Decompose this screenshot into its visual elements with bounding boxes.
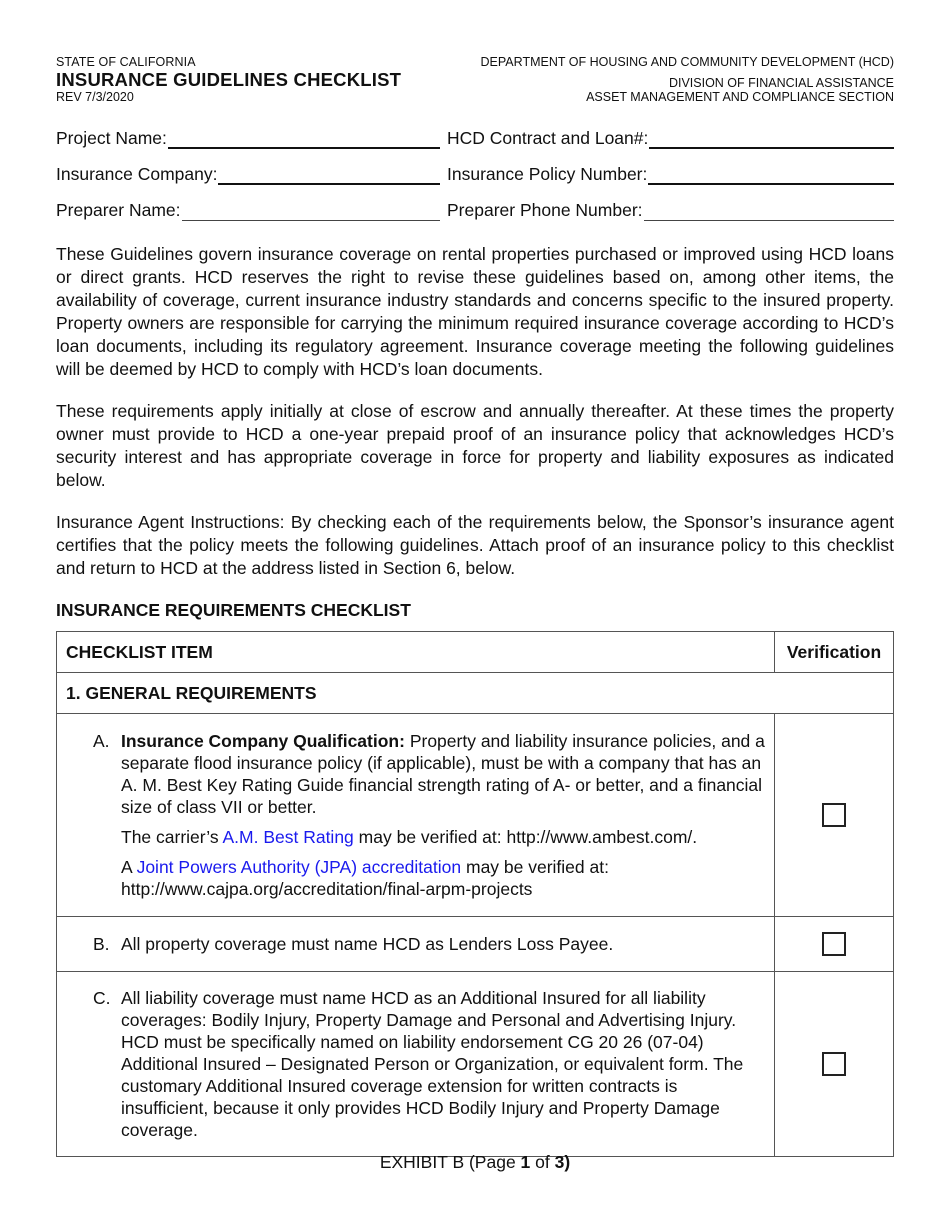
verification-checkbox-a[interactable] [822, 803, 846, 827]
item-letter: A. [93, 731, 110, 751]
checklist-title: INSURANCE REQUIREMENTS CHECKLIST [56, 600, 411, 620]
section-heading-general: 1. GENERAL REQUIREMENTS [57, 673, 894, 714]
insurance-company-input[interactable] [218, 164, 440, 185]
project-name-label: Project Name: [56, 128, 167, 148]
table-header-row [57, 632, 894, 673]
preparer-name-input[interactable] [182, 201, 441, 221]
ambest-note-suffix: may be verified at: http://www.ambest.com/. [353, 827, 698, 847]
contract-loan-label: HCD Contract and Loan#: [447, 128, 649, 148]
document-title: INSURANCE GUIDELINES CHECKLIST [56, 69, 402, 90]
ambest-rating-link[interactable]: A.M. Best Rating [222, 827, 354, 847]
section-row [57, 673, 894, 714]
footer-of: of [530, 1152, 555, 1172]
department-name: DEPARTMENT OF HOUSING AND COMMUNITY DEVELOPMENT (HCD) [480, 55, 894, 69]
policy-number-label: Insurance Policy Number: [447, 164, 648, 184]
item-text: All property coverage must name HCD as Lenders Loss Payee. [121, 934, 614, 954]
insurance-company-label: Insurance Company: [56, 164, 218, 184]
state-label: STATE OF CALIFORNIA [56, 55, 196, 69]
verification-checkbox-b[interactable] [822, 932, 846, 956]
header-right [481, 55, 894, 104]
jpa-note-suffix: may be verified at: http://www.cajpa.org/accreditation/final-arpm-projects [121, 857, 609, 899]
item-text: Property and liability insurance policies, and a separate flood insurance policy (if applicable), must be with a company that has an A. M. Best Key Rating Guide financial strength rating of A- or better, and a financial size of class VII or better. [121, 731, 765, 817]
project-name-field[interactable] [56, 127, 440, 149]
table-row [57, 917, 894, 972]
footer-suffix: ) [564, 1152, 571, 1172]
field-row-1 [56, 127, 894, 163]
checklist-item-a [57, 714, 775, 917]
jpa-note [121, 856, 766, 900]
verification-cell-c [775, 972, 894, 1157]
preparer-name-field[interactable] [56, 199, 440, 221]
item-letter: C. [93, 988, 111, 1008]
intro-paragraph: These Guidelines govern insurance coverage on rental properties purchased or improved using HCD loans or direct grants. HCD reserves the right to revise these guidelines based on, among other items, the availability of coverage, current insurance industry standards and concerns specific to the insured property. Property owners are responsible for carrying the minimum required insurance coverage according to HCD’s loan documents, including its regulatory agreement. Insurance coverage meeting the following guidelines will be deemed by HCD to comply with HCD’s loan documents. [56, 244, 894, 379]
footer-prefix: EXHIBIT B (Page [379, 1152, 521, 1172]
project-name-input[interactable] [168, 128, 440, 149]
column-header-item: CHECKLIST ITEM [57, 632, 775, 673]
item-letter: B. [93, 934, 110, 954]
jpa-accreditation-link[interactable]: Joint Powers Authority (JPA) accreditation [136, 857, 462, 877]
verification-checkbox-c[interactable] [822, 1052, 846, 1076]
contract-loan-field[interactable] [447, 127, 894, 149]
requirements-paragraph: These requirements apply initially at close of escrow and annually thereafter. At these times the property owner must provide to HCD a one-year prepaid proof of an insurance policy that acknowledges HCD’s security interest and has appropriate coverage in force for property and liability exposures as indicated below. [56, 401, 894, 490]
checklist-item-b [57, 917, 775, 972]
revision-date: REV 7/3/2020 [56, 90, 134, 104]
preparer-phone-label: Preparer Phone Number: [447, 200, 643, 220]
verification-cell-a [775, 714, 894, 917]
contract-loan-input[interactable] [649, 128, 894, 149]
column-header-verification: Verification [775, 632, 894, 673]
current-page-number: 1 [520, 1152, 531, 1172]
jpa-note-prefix: A [121, 857, 137, 877]
checklist-item-c [57, 972, 775, 1157]
form-fields [56, 127, 894, 235]
header-left [56, 55, 401, 104]
item-bold-label: Insurance Company Qualification: [121, 731, 405, 751]
agent-instructions-paragraph: Insurance Agent Instructions: By checking each of the requirements below, the Sponsor’s insurance agent certifies that the policy meets the following guidelines. Attach proof of an insurance policy to this checklist and return to HCD at the address listed in Section 6, below. [56, 512, 894, 578]
ambest-note [121, 826, 766, 848]
total-page-count: 3 [554, 1152, 565, 1172]
verification-cell-b [775, 917, 894, 972]
policy-number-field[interactable] [447, 163, 894, 185]
checklist-table [56, 631, 894, 1157]
field-row-3 [56, 199, 894, 235]
preparer-phone-field[interactable] [447, 199, 894, 221]
preparer-name-label: Preparer Name: [56, 200, 181, 220]
insurance-company-field[interactable] [56, 163, 440, 185]
table-row [57, 714, 894, 917]
field-row-2 [56, 163, 894, 199]
page-footer [56, 1152, 894, 1173]
preparer-phone-input[interactable] [644, 201, 894, 221]
section-name: ASSET MANAGEMENT AND COMPLIANCE SECTION [586, 90, 894, 104]
item-text: All liability coverage must name HCD as an Additional Insured for all liability coverages: Bodily Injury, Property Damage and Personal and Advertising Injury. HCD must be specifically named on liability endorsement CG 20 26 (07-04) Additional Insured – Designated Person or Organization, or equivalent form. The customary Additional Insured coverage extension for written contracts is insufficient, because it only provides HCD Bodily Injury and Property Damage coverage. [121, 988, 744, 1140]
table-row [57, 972, 894, 1157]
division-name: DIVISION OF FINANCIAL ASSISTANCE [668, 76, 894, 90]
ambest-note-prefix: The carrier’s [121, 827, 223, 847]
policy-number-input[interactable] [648, 164, 894, 185]
